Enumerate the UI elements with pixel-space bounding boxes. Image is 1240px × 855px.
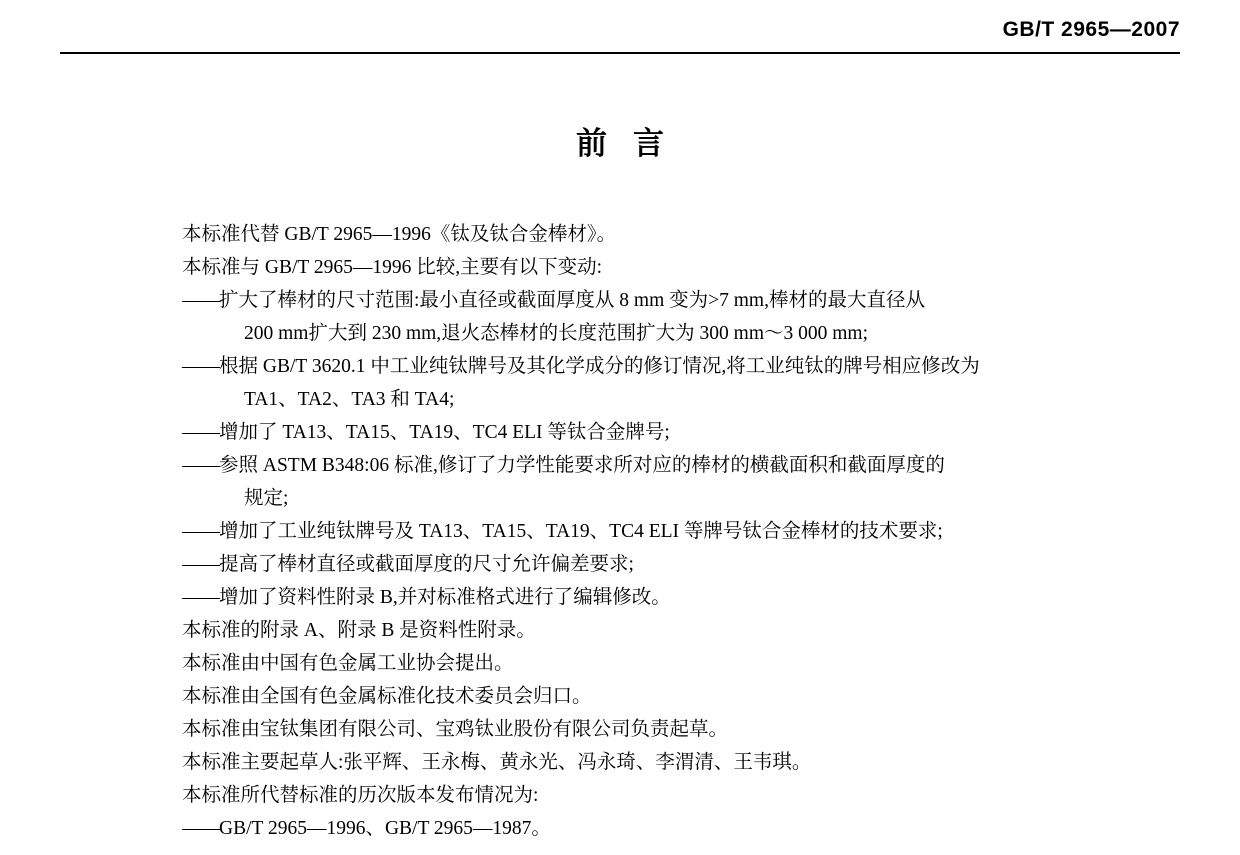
foreword-list-item xyxy=(182,350,1112,383)
foreword-text: 增加了资料性附录 B,并对标准格式进行了编辑修改。 xyxy=(219,587,671,608)
foreword-paragraph: 本标准与 GB/T 2965—1996 比较,主要有以下变动: xyxy=(182,257,602,278)
foreword-list-item xyxy=(182,581,1112,614)
foreword-paragraph: 本标准由中国有色金属工业协会提出。 xyxy=(182,653,514,674)
foreword-text: 参照 ASTM B348:06 标准,修订了力学性能要求所对应的棒材的横截面积和截面厚度的 xyxy=(219,455,945,476)
foreword-text: 增加了工业纯钛牌号及 TA13、TA15、TA19、TC4 ELI 等牌号钛合金棒材的技术要求; xyxy=(219,521,943,542)
foreword-paragraph: 本标准所代替标准的历次版本发布情况为: xyxy=(182,785,539,806)
page-title: 前言 xyxy=(576,126,690,161)
foreword-list-item xyxy=(182,284,1112,317)
em-dash-marker: —— xyxy=(182,455,219,476)
foreword-paragraph: 本标准由全国有色金属标准化技术委员会归口。 xyxy=(182,686,592,707)
em-dash-marker: —— xyxy=(182,587,219,608)
foreword-text: GB/T 2965—1996、GB/T 2965—1987。 xyxy=(219,818,551,839)
foreword-body xyxy=(182,218,1112,845)
em-dash-marker: —— xyxy=(182,356,219,377)
foreword-list-item xyxy=(182,548,1112,581)
em-dash-marker: —— xyxy=(182,521,219,542)
em-dash-marker: —— xyxy=(182,554,219,575)
foreword-list-item xyxy=(182,812,1112,845)
foreword-paragraph: 本标准的附录 A、附录 B 是资料性附录。 xyxy=(182,620,536,641)
foreword-text: 扩大了棒材的尺寸范围:最小直径或截面厚度从 8 mm 变为>7 mm,棒材的最大直径从 xyxy=(219,290,925,311)
foreword-list-item-continued: TA1、TA2、TA3 和 TA4; xyxy=(244,389,455,410)
header-divider xyxy=(60,52,1180,54)
foreword-list-item-continued: 规定; xyxy=(244,488,289,509)
foreword-list-item xyxy=(182,449,1112,482)
foreword-text: 根据 GB/T 3620.1 中工业纯钛牌号及其化学成分的修订情况,将工业纯钛的牌号相应修改为 xyxy=(219,356,980,377)
foreword-paragraph: 本标准由宝钛集团有限公司、宝鸡钛业股份有限公司负责起草。 xyxy=(182,719,729,740)
em-dash-marker: —— xyxy=(182,290,219,311)
page-header xyxy=(0,18,1180,42)
foreword-text: 增加了 TA13、TA15、TA19、TC4 ELI 等钛合金牌号; xyxy=(219,422,670,443)
foreword-paragraph: 本标准主要起草人:张平辉、王永梅、黄永光、冯永琦、李渭清、王韦琪。 xyxy=(182,752,812,773)
foreword-list-item xyxy=(182,515,1112,548)
foreword-list-item-continued: 200 mm扩大到 230 mm,退火态棒材的长度范围扩大为 300 mm～3 000 mm; xyxy=(244,323,869,344)
foreword-list-item xyxy=(182,416,1112,449)
standard-number: GB/T 2965—2007 xyxy=(1002,18,1180,41)
foreword-paragraph: 本标准代替 GB/T 2965—1996《钛及钛合金棒材》。 xyxy=(182,224,617,245)
em-dash-marker: —— xyxy=(182,818,219,839)
foreword-text: 提高了棒材直径或截面厚度的尺寸允许偏差要求; xyxy=(219,554,634,575)
em-dash-marker: —— xyxy=(182,422,219,443)
